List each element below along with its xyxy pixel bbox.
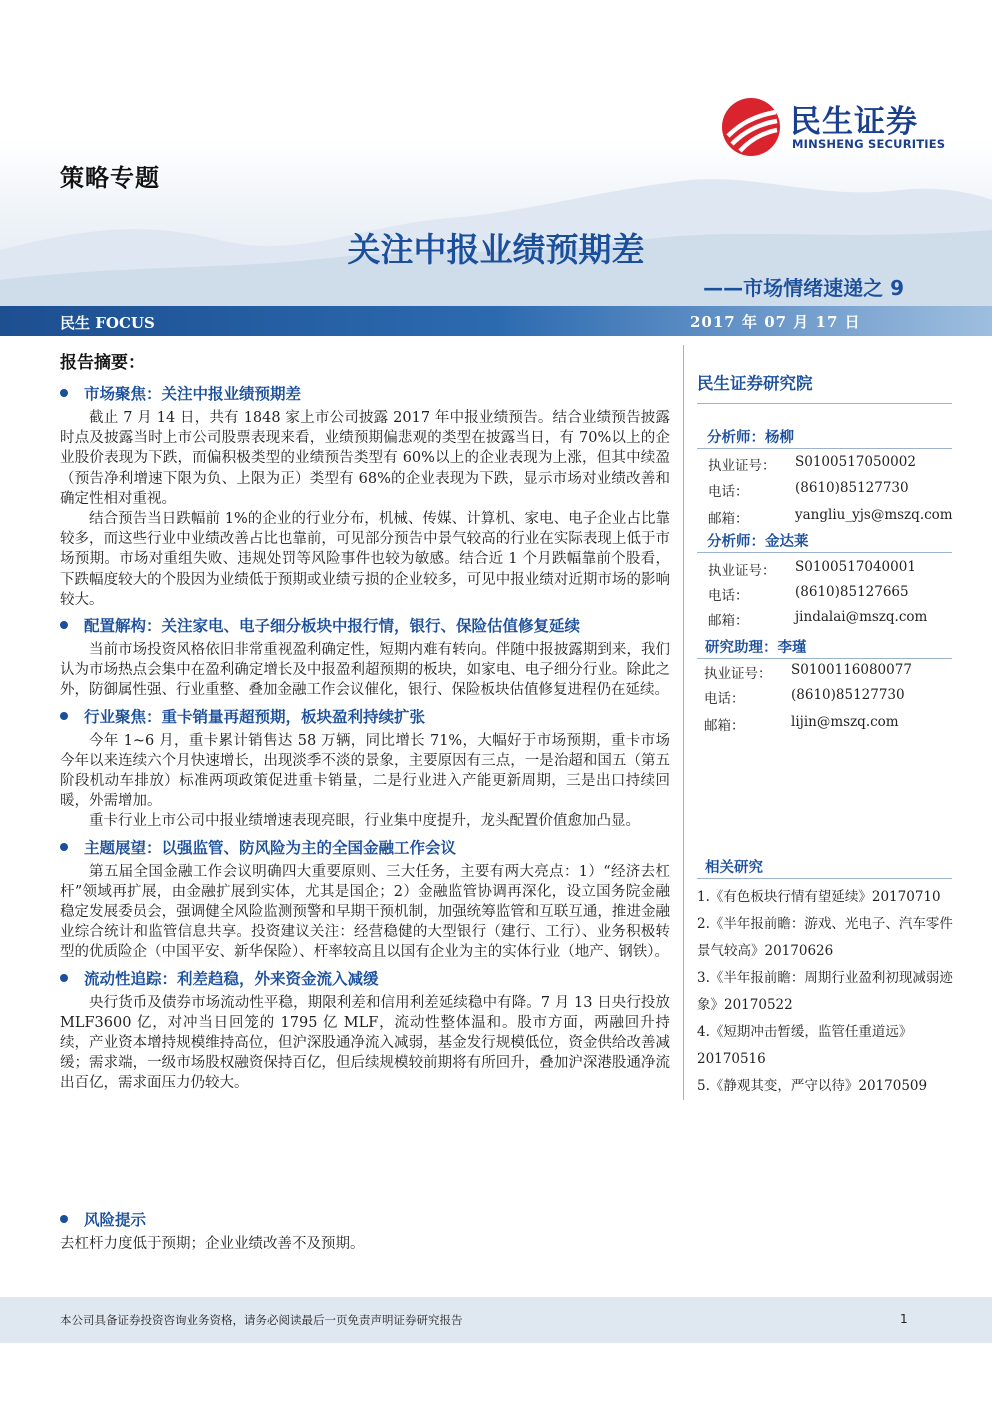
footer — [0, 1297, 992, 1343]
report-category: 策略专题 — [60, 163, 160, 192]
logo-emblem-icon — [720, 96, 782, 158]
section-heading: 配置解构：关注家电、电子细分板块中报行情，银行、保险估值修复延续 — [60, 614, 670, 640]
page-number: 1 — [900, 1312, 908, 1326]
section-paragraph: 今年 1~6 月，重卡累计销售达 58 万辆，同比增长 71%，大幅好于市场预期，重卡市场今年以来连续六个月快速增长，出现淡季不淡的景象，主要原因有三点，一是治超和国五（第五阶段机动车排放）标准两项政策促进重卡销量，二是行业进入产能更新周期，三是出口持续回暖，外需增加。 — [60, 732, 670, 810]
divider-line — [697, 552, 952, 553]
section-paragraph: 结合预告当日跌幅前 1%的企业的行业分布，机械、传媒、计算机、家电、电子企业占比靠较多，而这些行业中业绩改善占比也靠前，可见部分预告中景气较高的行业在实际表现上低于市场预期。市场对重组失败、违规处罚等风险事件也较为敏感。结合近 1 个月跌幅靠前个股看，下跌幅度较大的个股因为业绩低于预期或业绩亏损的企业较多，可见中报业绩对近期市场的影响较大。 — [60, 511, 670, 608]
section-paragraph: 当前市场投资风格依旧非常重视盈利确定性，短期内难有转向。伴随中报披露期到来，我们认为市场热点会集中在盈利确定增长及中报盈利超预期的板块，如家电、电子细分行业。除此之外，防御属性强、行业重整、叠加金融工作会议催化，银行、保险板块估值修复进程仍在延续。 — [60, 642, 670, 699]
report-title: 关注中报业绩预期差 — [347, 230, 645, 269]
logo-subtitle: MINSHENG SECURITIES — [792, 137, 946, 151]
bullet-icon — [60, 621, 68, 629]
analyst-block — [697, 426, 952, 447]
column-divider — [683, 345, 684, 1100]
section-heading: 流动性追踪：利差趋稳，外来资金流入减缓 — [60, 967, 670, 993]
band-label: 民生 FOCUS — [60, 314, 155, 332]
section-heading: 行业聚焦：重卡销量再超预期，板块盈利持续扩张 — [60, 705, 670, 731]
main-content — [60, 348, 670, 1094]
institute-name: 民生证券研究院 — [697, 374, 813, 393]
related-item[interactable]: 4.《短期冲击暂缓，监管任重道远》20170516 — [697, 1024, 913, 1067]
section-paragraph: 重卡行业上市公司中报业绩增速表现亮眼，行业集中度提升，龙头配置价值愈加凸显。 — [89, 813, 640, 830]
risk-text: 去杠杆力度低于预期；企业业绩改善不及预期。 — [60, 1236, 365, 1252]
bullet-icon — [60, 843, 68, 851]
section-paragraph: 央行货币及债券市场流动性平稳，期限利差和信用利差延续稳中有降。7 月 13 日央行投放 MLF3600 亿，对冲当日回笼的 1795 亿 MLF，流动性整体温和。股市方面，两融回升持续，产业资本增持规模维持高位，但沪深股通净流入减弱，基金发行规模低位，资金供给改善减缓；需求端，一级市场股权融资保持百亿，但后续规模较前期将有所回升，叠加沪深港股通净流出百亿，需求面压力仍较大。 — [60, 994, 670, 1092]
analyst-role: 分析师：杨柳 — [707, 429, 794, 446]
report-subtitle: ——市场情绪速递之 9 — [703, 276, 904, 300]
analyst-block — [697, 530, 952, 551]
section-paragraph: 第五届全国金融工作会议明确四大重要原则、三大任务，主要有两大亮点：1）“经济去杠杆”领域再扩展，由金融扩展到实体，尤其是国企；2）金融监管协调再深化，设立国务院金融稳定发展委员会，强调健全风险监测预警和早期干预机制，加强统筹监管和互联互通，推进金融业综合统计和监管信息共享。投资建议关注：经营稳健的大型银行（建行、工行）、业务积极转型的优质险企（中国平安、新华保险）、杆率较高且以国有企业为主的实体行业（地产、钢铁）。 — [60, 863, 670, 961]
divider-line — [697, 403, 952, 404]
company-logo — [720, 96, 960, 156]
section-heading: 主题展望：以强监管、防风险为主的全国金融工作会议 — [60, 836, 670, 862]
divider-line — [697, 658, 952, 659]
footer-disclaimer: 本公司具备证券投资咨询业务资格，请务必阅读最后一页免责声明证券研究报告 — [60, 1313, 463, 1327]
related-item[interactable]: 1.《有色板块行情有望延续》20170710 — [697, 889, 941, 905]
bullet-icon — [60, 974, 68, 982]
header-band — [0, 306, 992, 336]
section-heading: 风险提示 — [60, 1208, 670, 1234]
divider-line — [697, 448, 952, 449]
related-research-title: 相关研究 — [705, 859, 763, 876]
section-paragraph: 截止 7 月 14 日，共有 1848 家上市公司披露 2017 年中报业绩预告。结合业绩预告披露时点及披露当时上市公司股票表现来看，业绩预期偏悲观的类型在披露当日，有 70%以上的企业股价表现为下跌，而偏积极类型的业绩预告类型有 60%以上的企业表现为上涨，但其中续盈（预告净利增速下限为负、上限为正）类型有 68%的企业表现为下跌，显示市场对业绩改善和确定性相对重视。 — [60, 410, 670, 507]
bullet-icon — [60, 389, 68, 397]
logo-name: 民生证券 — [790, 104, 918, 140]
related-item[interactable]: 3.《半年报前瞻：周期行业盈利初现减弱迹象》20170522 — [697, 970, 953, 1013]
related-item[interactable]: 2.《半年报前瞻：游戏、光电子、汽车零件景气较高》20170626 — [697, 916, 953, 959]
analyst-role: 研究助理：李瑾 — [705, 639, 807, 656]
summary-label: 报告摘要： — [60, 353, 145, 373]
related-item[interactable]: 5.《静观其变，严守以待》20170509 — [697, 1078, 928, 1094]
bullet-icon — [60, 1215, 68, 1223]
section-heading: 市场聚焦：关注中报业绩预期差 — [60, 382, 670, 408]
divider-line — [697, 878, 952, 879]
bullet-icon — [60, 712, 68, 720]
related-research-list — [697, 884, 957, 1100]
risk-section — [60, 1208, 670, 1254]
analyst-role: 分析师：金达莱 — [707, 533, 809, 550]
analyst-block — [697, 636, 952, 657]
report-date: 2017 年 07 月 17 日 — [690, 313, 861, 331]
